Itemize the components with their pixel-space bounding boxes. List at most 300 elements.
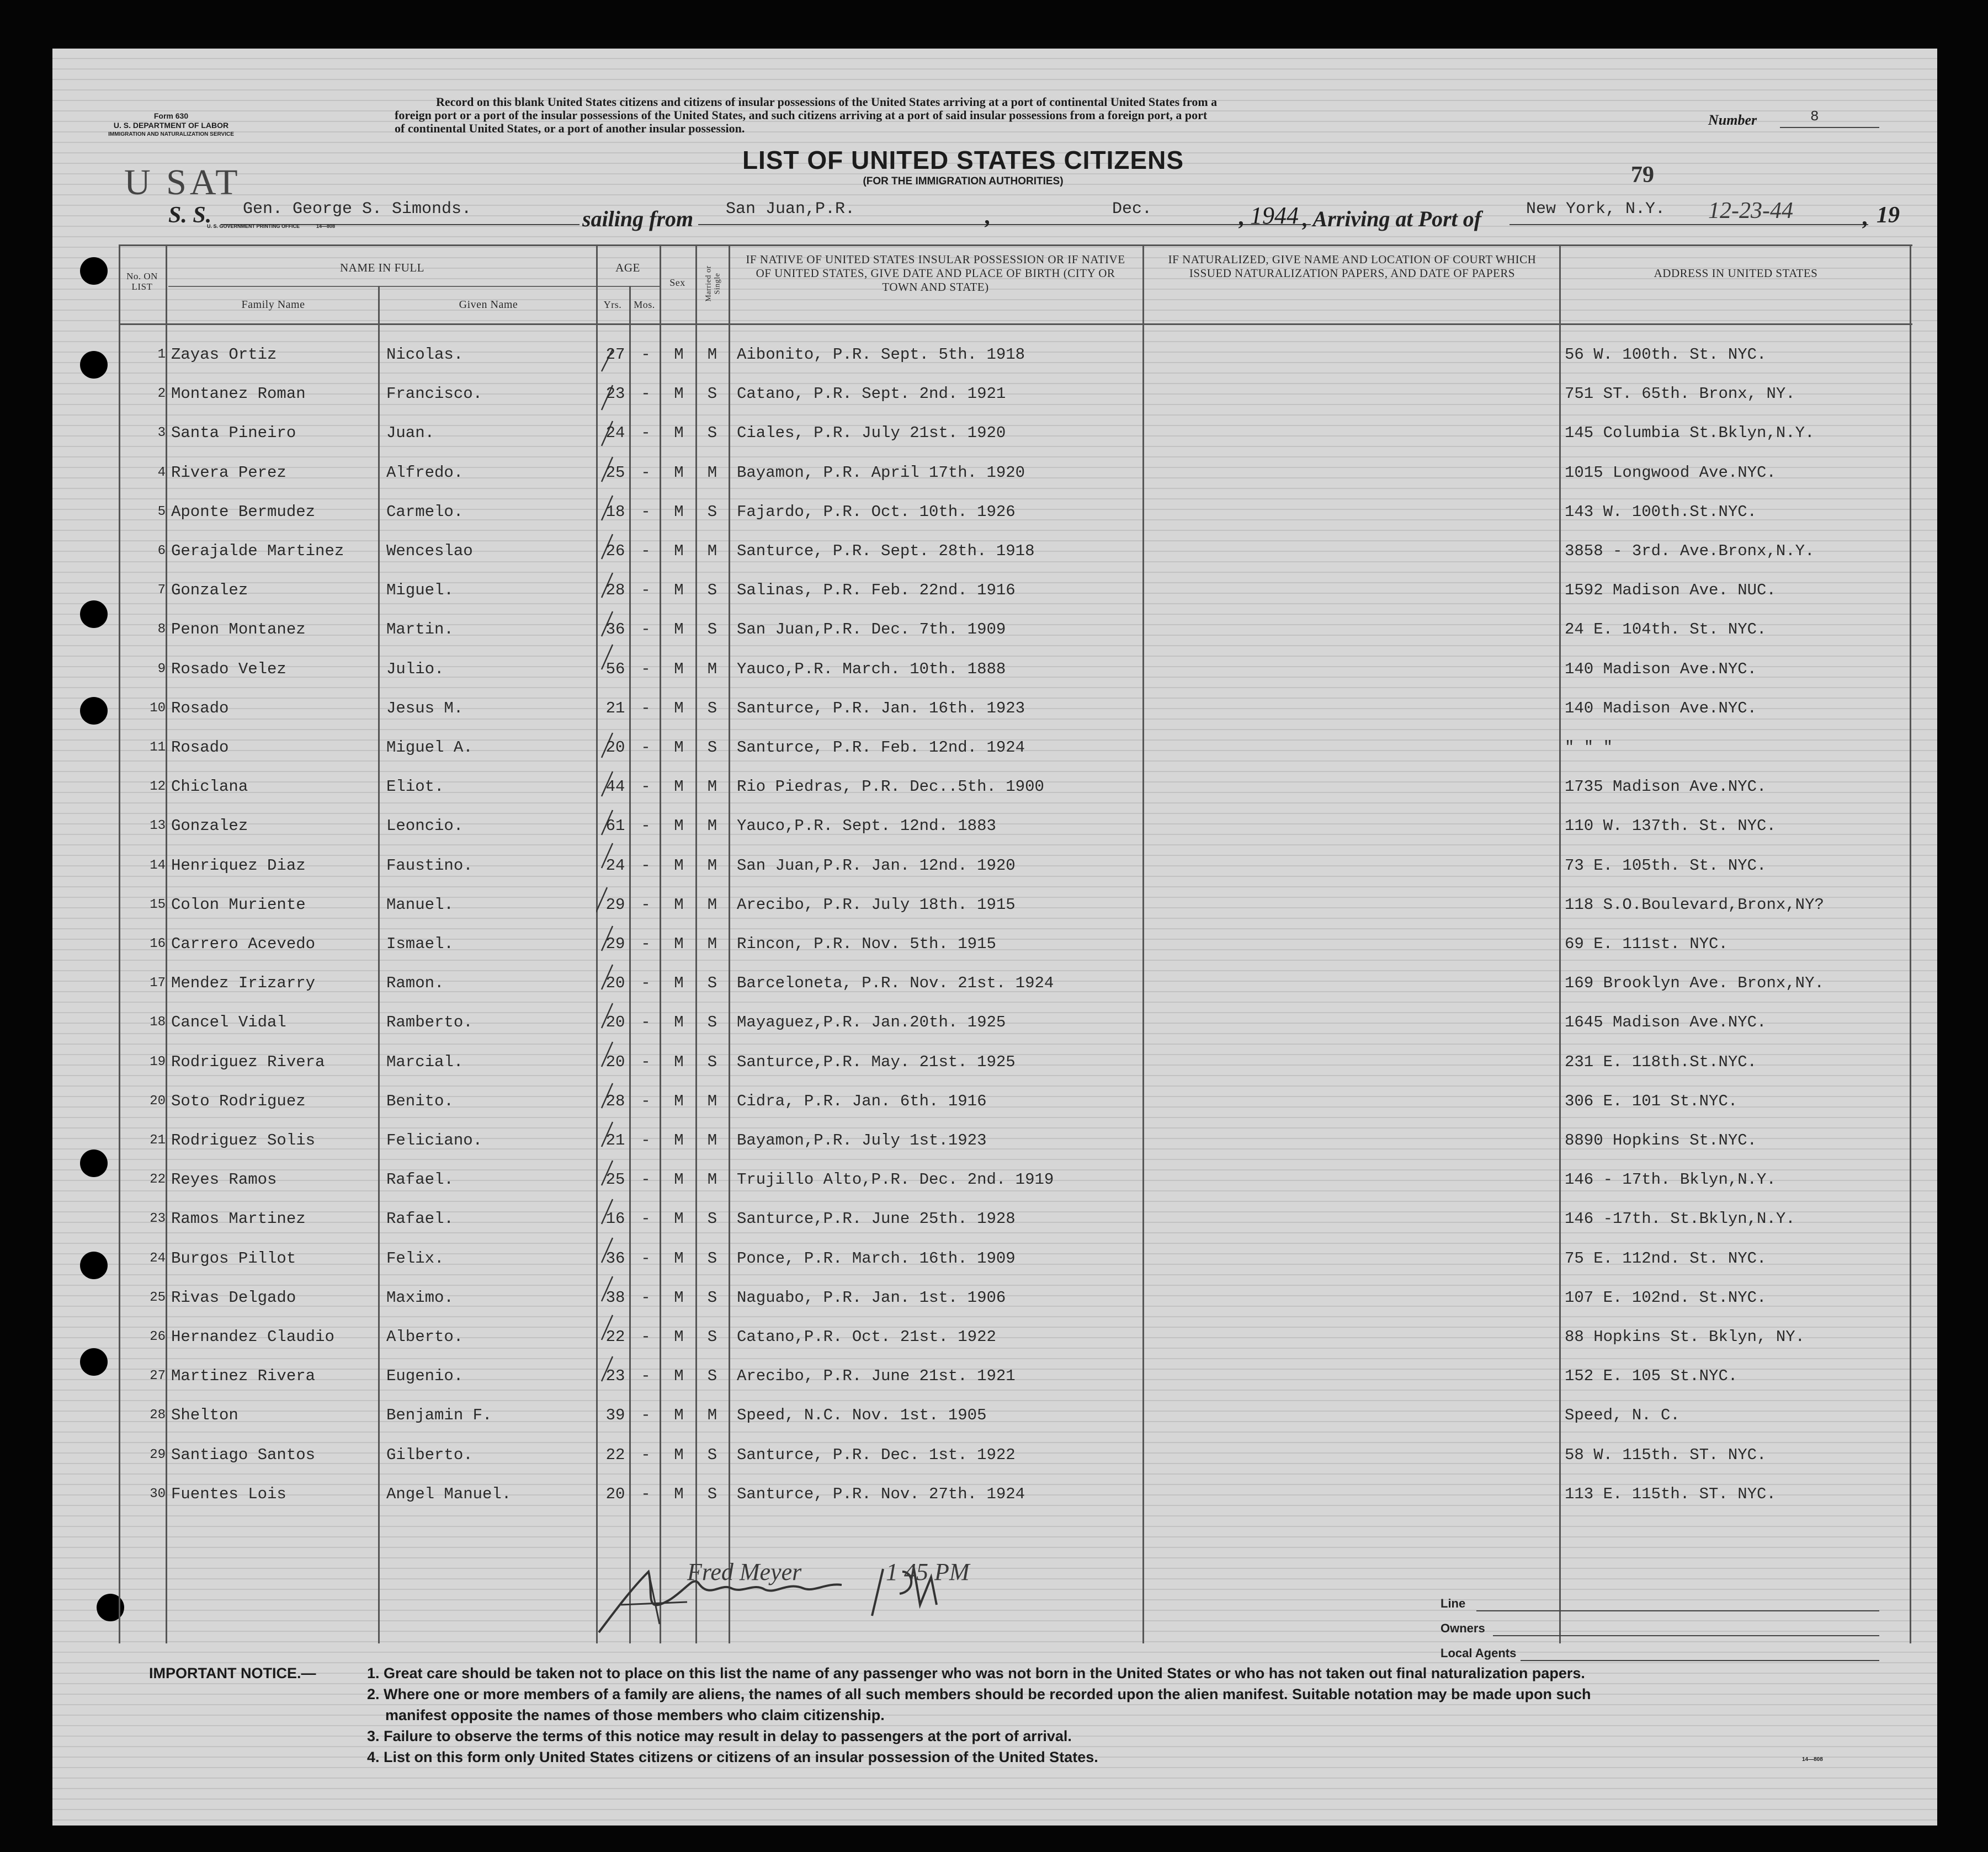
age-months: - <box>641 1484 651 1503</box>
address: 140 Madison Ave.NYC. <box>1565 659 1757 678</box>
row-number: 30 <box>150 1486 166 1502</box>
age-months: - <box>641 1131 651 1149</box>
age-months: - <box>641 817 651 835</box>
page-subtitle: (FOR THE IMMIGRATION AUTHORITIES) <box>863 175 1064 187</box>
row-number: 12 <box>150 779 166 795</box>
sex: M <box>674 817 684 835</box>
family-name: Santiago Santos <box>171 1445 316 1464</box>
age-months: - <box>641 1445 651 1464</box>
naturalization <box>1151 849 1556 882</box>
age-months: - <box>641 385 651 403</box>
naturalization <box>1151 731 1556 764</box>
line-label: Line <box>1440 1596 1466 1610</box>
address: 118 S.O.Boulevard,Bronx,NY? <box>1565 895 1824 914</box>
row-number: 21 <box>150 1133 166 1148</box>
marital-status: S <box>707 1210 717 1228</box>
age-months: - <box>641 620 651 639</box>
local-agents-field <box>1521 1660 1879 1661</box>
given-name: Nicolas. <box>386 345 464 364</box>
naturalization <box>1151 653 1556 686</box>
marital-status: S <box>707 385 717 403</box>
naturalization <box>1151 613 1556 646</box>
given-name: Gilberto. <box>386 1445 473 1464</box>
age-months: - <box>641 424 651 443</box>
birth-place-date: Trujillo Alto,P.R. Dec. 2nd. 1919 <box>737 1170 1054 1189</box>
address: 231 E. 118th.St.NYC. <box>1565 1052 1757 1071</box>
age-years: 23 <box>605 385 625 403</box>
age-years: 28 <box>605 1092 625 1110</box>
birth-place-date: Catano, P.R. Sept. 2nd. 1921 <box>737 385 1006 403</box>
birth-place-date: Naguabo, P.R. Jan. 1st. 1906 <box>737 1288 1006 1307</box>
year: 1944 <box>1250 202 1299 229</box>
arrival-date: 12-23-44 <box>1708 198 1793 223</box>
birth-place-date: Fajardo, P.R. Oct. 10th. 1926 <box>737 502 1016 521</box>
age-years: 20 <box>605 1052 625 1071</box>
col-married: Married or Single <box>704 265 722 302</box>
row-number: 26 <box>150 1329 166 1344</box>
birth-place-date: Salinas, P.R. Feb. 22nd. 1916 <box>737 581 1016 600</box>
sex: M <box>674 463 684 482</box>
age-months: - <box>641 895 651 914</box>
address: 751 ST. 65th. Bronx, NY. <box>1565 385 1795 403</box>
col-no: No. ON LIST <box>126 271 158 292</box>
port-to: New York, N.Y. <box>1526 200 1666 219</box>
address: 143 W. 100th.St.NYC. <box>1565 502 1757 521</box>
age-months: - <box>641 935 651 953</box>
family-name: Burgos Pillot <box>171 1249 296 1268</box>
marital-status: M <box>707 463 717 482</box>
age-years: 20 <box>605 1484 625 1503</box>
signature-time: 1 45 PM <box>886 1558 970 1585</box>
instructions <box>395 95 1659 135</box>
marital-status: S <box>707 1484 717 1503</box>
sex: M <box>674 738 684 757</box>
given-name: Faustino. <box>386 856 473 875</box>
address: 152 E. 105 St.NYC. <box>1565 1367 1738 1386</box>
family-name: Aponte Bermudez <box>171 502 316 521</box>
naturalization <box>1151 1360 1556 1393</box>
naturalization <box>1151 1242 1556 1275</box>
sex: M <box>674 1249 684 1268</box>
address: 146 - 17th. Bklyn,N.Y. <box>1565 1170 1776 1189</box>
family-name: Henriquez Diaz <box>171 856 306 875</box>
notice-item-2: 2. Where one or more members of a family are aliens, the names of all such members should be recorded upon the alien manifest. Suitable notation may be made upon such <box>367 1686 1591 1702</box>
col-yrs: Yrs. <box>603 299 622 310</box>
sex: M <box>674 542 684 560</box>
punch-hole <box>80 351 108 379</box>
sex: M <box>674 1406 684 1425</box>
manifest-sheet <box>52 49 1937 1826</box>
row-number: 9 <box>157 661 166 677</box>
given-name: Carmelo. <box>386 502 464 521</box>
row-number: 28 <box>150 1408 166 1423</box>
address: 1645 Madison Ave.NYC. <box>1565 1013 1767 1032</box>
naturalization <box>1151 1124 1556 1157</box>
age-months: - <box>641 345 651 364</box>
row-number: 16 <box>150 936 166 951</box>
family-name: Rivera Perez <box>171 463 286 482</box>
given-name: Martin. <box>386 620 454 639</box>
family-name: Gonzalez <box>171 581 248 600</box>
row-number: 23 <box>150 1211 166 1227</box>
col-rule <box>119 244 120 1643</box>
name-header-rule <box>168 286 660 287</box>
family-name: Gerajalde Martinez <box>171 542 344 560</box>
row-number: 11 <box>150 740 166 755</box>
marital-status: M <box>707 935 717 953</box>
notice-item-3: 3. Failure to observe the terms of this notice may result in delay to passengers at the port of arrival. <box>367 1728 1072 1744</box>
family-name: Fuentes Lois <box>171 1484 286 1503</box>
given-name: Ramberto. <box>386 1013 473 1032</box>
sex: M <box>674 345 684 364</box>
marital-status: S <box>707 1013 717 1032</box>
instructions-line: of continental United States, or a port of another insular possession. <box>395 121 745 135</box>
birth-place-date: Arecibo, P.R. July 18th. 1915 <box>737 895 1016 914</box>
address: 56 W. 100th. St. NYC. <box>1565 345 1767 364</box>
age-years: 26 <box>605 542 625 560</box>
marital-status: S <box>707 738 717 757</box>
naturalization <box>1151 1321 1556 1354</box>
address: 113 E. 115th. ST. NYC. <box>1565 1484 1776 1503</box>
family-name: Ramos Martinez <box>171 1210 306 1228</box>
notice-heading: IMPORTANT NOTICE.— <box>149 1665 316 1681</box>
family-name: Rodriguez Solis <box>171 1131 316 1149</box>
age-months: - <box>641 1013 651 1032</box>
age-years: 24 <box>605 424 625 443</box>
marital-status: M <box>707 1170 717 1189</box>
row-number: 4 <box>157 465 166 480</box>
col-address: ADDRESS IN UNITED STATES <box>1654 267 1818 280</box>
naturalization <box>1151 496 1556 529</box>
instructions-line: Record on this blank United States citizens and citizens of insular possessions of the United States arriving at a port of continental United States from a <box>436 95 1218 109</box>
family-name: Mendez Irizarry <box>171 974 316 993</box>
port-to-underline <box>1509 224 1868 225</box>
birth-place-date: Santurce, P.R. Feb. 12nd. 1924 <box>737 738 1025 757</box>
age-years: 36 <box>605 1249 625 1268</box>
given-name: Feliciano. <box>386 1131 483 1149</box>
birth-place-date: Bayamon, P.R. April 17th. 1920 <box>737 463 1025 482</box>
naturalization <box>1151 1046 1556 1079</box>
marital-status: S <box>707 1367 717 1386</box>
punch-hole <box>80 600 108 628</box>
given-name: Rafael. <box>386 1210 454 1228</box>
col-naturalized: IF NATURALIZED, GIVE NAME AND LOCATION OF COURT WHICH ISSUED NATURALIZATION PAPERS, AND DATE OF PAPERS <box>1168 253 1537 280</box>
age-years: 28 <box>605 581 625 600</box>
row-number: 3 <box>157 425 166 441</box>
sex: M <box>674 856 684 875</box>
page-stamp: 79 <box>1631 162 1654 188</box>
age-years: 39 <box>605 1406 625 1425</box>
family-name: Penon Montanez <box>171 620 306 639</box>
row-number: 8 <box>157 622 166 637</box>
form-number: Form 630 <box>153 111 189 120</box>
birth-place-date: Rio Piedras, P.R. Dec..5th. 1900 <box>737 778 1044 796</box>
age-years: 29 <box>605 895 625 914</box>
birth-place-date: Santurce, P.R. Nov. 27th. 1924 <box>737 1484 1025 1503</box>
row-number: 17 <box>150 976 166 991</box>
row-number: 13 <box>150 818 166 834</box>
number-value: 8 <box>1810 108 1819 125</box>
sex: M <box>674 1210 684 1228</box>
col-mos: Mos. <box>634 299 655 310</box>
age-years: 56 <box>605 659 625 678</box>
birth-place-date: Ciales, P.R. July 21st. 1920 <box>737 424 1006 443</box>
marital-status: S <box>707 1445 717 1464</box>
given-name: Jesus M. <box>386 699 464 717</box>
sex: M <box>674 659 684 678</box>
address: 88 Hopkins St. Bklyn, NY. <box>1565 1328 1805 1346</box>
punch-hole <box>80 257 108 285</box>
age-months: - <box>641 1288 651 1307</box>
number-underline <box>1780 127 1879 128</box>
age-years: 44 <box>605 778 625 796</box>
given-name: Manuel. <box>386 895 454 914</box>
marital-status: M <box>707 817 717 835</box>
age-months: - <box>641 1367 651 1386</box>
row-number: 29 <box>150 1447 166 1462</box>
sex: M <box>674 1092 684 1110</box>
age-years: 22 <box>605 1445 625 1464</box>
given-name: Juan. <box>386 424 435 443</box>
sex: M <box>674 1445 684 1464</box>
col-rule <box>1910 244 1911 1643</box>
comma: , <box>1239 205 1245 230</box>
naturalization <box>1151 1006 1556 1039</box>
sex: M <box>674 1170 684 1189</box>
address: 110 W. 137th. St. NYC. <box>1565 817 1776 835</box>
naturalization <box>1151 1478 1556 1511</box>
sex: M <box>674 1052 684 1071</box>
row-number: 10 <box>150 700 166 716</box>
naturalization <box>1151 535 1556 568</box>
birth-place-date: Aibonito, P.R. Sept. 5th. 1918 <box>737 345 1025 364</box>
col-rule <box>378 286 380 1643</box>
ss-label: S. S. <box>168 203 212 228</box>
family-name: Martinez Rivera <box>171 1367 316 1386</box>
row-number: 5 <box>157 504 166 519</box>
birth-place-date: Yauco,P.R. Sept. 12nd. 1883 <box>737 817 996 835</box>
row-number: 24 <box>150 1250 166 1266</box>
row-number: 15 <box>150 897 166 912</box>
service: IMMIGRATION AND NATURALIZATION SERVICE <box>108 131 234 137</box>
marital-status: M <box>707 856 717 875</box>
marital-status: M <box>707 895 717 914</box>
age-years: 22 <box>605 1328 625 1346</box>
address: 146 -17th. St.Bklyn,N.Y. <box>1565 1210 1795 1228</box>
age-years: 18 <box>605 502 625 521</box>
page-title: LIST OF UNITED STATES CITIZENS <box>742 146 1184 174</box>
sex: M <box>674 581 684 600</box>
sex: M <box>674 1013 684 1032</box>
naturalization <box>1151 377 1556 411</box>
row-number: 27 <box>150 1369 166 1384</box>
age-years: 24 <box>605 856 625 875</box>
address: 3858 - 3rd. Ave.Bronx,N.Y. <box>1565 542 1815 560</box>
given-name: Alberto. <box>386 1328 464 1346</box>
age-years: 23 <box>605 1367 625 1386</box>
col-name-in-full: NAME IN FULL <box>340 261 424 274</box>
marital-status: S <box>707 699 717 717</box>
family-name: Reyes Ramos <box>171 1170 277 1189</box>
given-name: Eliot. <box>386 778 444 796</box>
age-months: - <box>641 738 651 757</box>
birth-place-date: Santurce, P.R. Dec. 1st. 1922 <box>737 1445 1016 1464</box>
family-name: Hernandez Claudio <box>171 1328 334 1346</box>
address: 73 E. 105th. St. NYC. <box>1565 856 1767 875</box>
age-years: 20 <box>605 974 625 993</box>
given-name: Julio. <box>386 659 444 678</box>
family-name: Carrero Acevedo <box>171 935 316 953</box>
col-rule <box>729 244 730 1643</box>
birth-place-date: San Juan,P.R. Jan. 12nd. 1920 <box>737 856 1016 875</box>
row-number: 19 <box>150 1054 166 1069</box>
marital-status: S <box>707 581 717 600</box>
naturalization <box>1151 1085 1556 1118</box>
age-months: - <box>641 778 651 796</box>
age-years: 21 <box>605 699 625 717</box>
naturalization <box>1151 928 1556 961</box>
family-name: Montanez Roman <box>171 385 306 403</box>
signature-text: Fred Meyer <box>687 1558 802 1585</box>
birth-place-date: Speed, N.C. Nov. 1st. 1905 <box>737 1406 987 1425</box>
port-from-underline <box>698 224 1035 225</box>
given-name: Alfredo. <box>386 463 464 482</box>
marital-status: M <box>707 659 717 678</box>
header-bottom-rule <box>119 323 1912 325</box>
birth-place-date: Arecibo, P.R. June 21st. 1921 <box>737 1367 1016 1386</box>
age-years: 38 <box>605 1288 625 1307</box>
family-name: Chiclana <box>171 778 248 796</box>
notice-item-1: 1. Great care should be taken not to place on this list the name of any passenger who was not born in the United States or who has not taken out final naturalization papers. <box>367 1665 1585 1681</box>
col-rule <box>1142 244 1144 1643</box>
birth-place-date: Yauco,P.R. March. 10th. 1888 <box>737 659 1006 678</box>
given-name: Felix. <box>386 1249 444 1268</box>
given-name: Francisco. <box>386 385 483 403</box>
given-name: Maximo. <box>386 1288 454 1307</box>
marital-status: S <box>707 620 717 639</box>
given-name: Miguel. <box>386 581 454 600</box>
given-name: Miguel A. <box>386 738 473 757</box>
address: 69 E. 111st. NYC. <box>1565 935 1728 953</box>
naturalization <box>1151 888 1556 922</box>
family-name: Colon Muriente <box>171 895 306 914</box>
age-months: - <box>641 1092 651 1110</box>
col-native: IF NATIVE OF UNITED STATES INSULAR POSSESSION OR IF NATIVE OF UNITED STATES, GIVE DATE AND PLACE OF BIRTH (CITY OR TOWN AND STATE) <box>746 253 1125 294</box>
marital-status: S <box>707 1249 717 1268</box>
age-months: - <box>641 502 651 521</box>
row-number: 7 <box>157 583 166 598</box>
department: U. S. DEPARTMENT OF LABOR <box>113 121 229 130</box>
age-years: 29 <box>605 935 625 953</box>
age-months: - <box>641 974 651 993</box>
sex: M <box>674 424 684 443</box>
age-years: 36 <box>605 620 625 639</box>
col-rule <box>166 244 167 1643</box>
birth-place-date: Santurce,P.R. May. 21st. 1925 <box>737 1052 1016 1071</box>
row-number: 6 <box>157 544 166 558</box>
punch-hole <box>80 1149 108 1177</box>
naturalization <box>1151 770 1556 803</box>
birth-place-date: Barceloneta, P.R. Nov. 21st. 1924 <box>737 974 1054 993</box>
given-name: Benjamin F. <box>386 1406 492 1425</box>
given-name: Rafael. <box>386 1170 454 1189</box>
arriving-label: , Arriving at Port of <box>1303 206 1482 231</box>
col-sex: Sex <box>669 277 685 288</box>
given-name: Benito. <box>386 1092 454 1110</box>
marital-status: M <box>707 778 717 796</box>
age-years: 61 <box>605 817 625 835</box>
age-years: 20 <box>605 1013 625 1032</box>
birth-place-date: Santurce, P.R. Jan. 16th. 1923 <box>737 699 1025 717</box>
address: 1015 Longwood Ave.NYC. <box>1565 463 1776 482</box>
family-name: Rivas Delgado <box>171 1288 296 1307</box>
row-number: 20 <box>150 1093 166 1109</box>
comma: , <box>985 204 991 229</box>
owners-label: Owners <box>1440 1621 1485 1635</box>
birth-place-date: Bayamon,P.R. July 1st.1923 <box>737 1131 987 1149</box>
birth-place-date: Rincon, P.R. Nov. 5th. 1915 <box>737 935 996 953</box>
birth-place-date: Ponce, P.R. March. 16th. 1909 <box>737 1249 1016 1268</box>
birth-place-date: Santurce, P.R. Sept. 28th. 1918 <box>737 542 1035 560</box>
naturalization <box>1151 1439 1556 1472</box>
given-name: Marcial. <box>386 1052 464 1071</box>
marital-status: S <box>707 1288 717 1307</box>
given-name: Ismael. <box>386 935 454 953</box>
marital-status: M <box>707 1131 717 1149</box>
birth-place-date: Cidra, P.R. Jan. 6th. 1916 <box>737 1092 987 1110</box>
punch-hole <box>80 1348 108 1376</box>
birth-place-date: San Juan,P.R. Dec. 7th. 1909 <box>737 620 1006 639</box>
sex: M <box>674 1328 684 1346</box>
family-name: Soto Rodriguez <box>171 1092 306 1110</box>
birth-place-date: Santurce,P.R. June 25th. 1928 <box>737 1210 1016 1228</box>
address: " " " <box>1565 738 1613 757</box>
sex: M <box>674 1131 684 1149</box>
age-months: - <box>641 581 651 600</box>
birth-place-date: Mayaguez,P.R. Jan.20th. 1925 <box>737 1013 1006 1032</box>
year-suffix: 19 <box>1877 203 1900 228</box>
age-years: 27 <box>605 345 625 364</box>
sex: M <box>674 699 684 717</box>
handwritten-mark: U SAT <box>124 162 241 203</box>
naturalization <box>1151 810 1556 843</box>
family-name: Rosado <box>171 699 229 717</box>
naturalization <box>1151 456 1556 489</box>
naturalization <box>1151 417 1556 450</box>
sex: M <box>674 1288 684 1307</box>
sex: M <box>674 1367 684 1386</box>
marital-status: M <box>707 345 717 364</box>
address: 75 E. 112nd. St. NYC. <box>1565 1249 1767 1268</box>
address: 24 E. 104th. St. NYC. <box>1565 620 1767 639</box>
age-months: - <box>641 542 651 560</box>
address: 140 Madison Ave.NYC. <box>1565 699 1757 717</box>
address: 1592 Madison Ave. NUC. <box>1565 581 1776 600</box>
table-top-rule <box>119 244 1912 246</box>
col-age: AGE <box>615 261 640 274</box>
sex: M <box>674 974 684 993</box>
marital-status: M <box>707 1406 717 1425</box>
marital-status: S <box>707 974 717 993</box>
number-label: Number <box>1708 112 1757 128</box>
given-name: Leoncio. <box>386 817 464 835</box>
printer-line <box>207 223 335 229</box>
age-years: 20 <box>605 738 625 757</box>
age-months: - <box>641 1406 651 1425</box>
footer-code: 14—808 <box>1802 1757 1823 1763</box>
sex: M <box>674 935 684 953</box>
naturalization <box>1151 1399 1556 1432</box>
